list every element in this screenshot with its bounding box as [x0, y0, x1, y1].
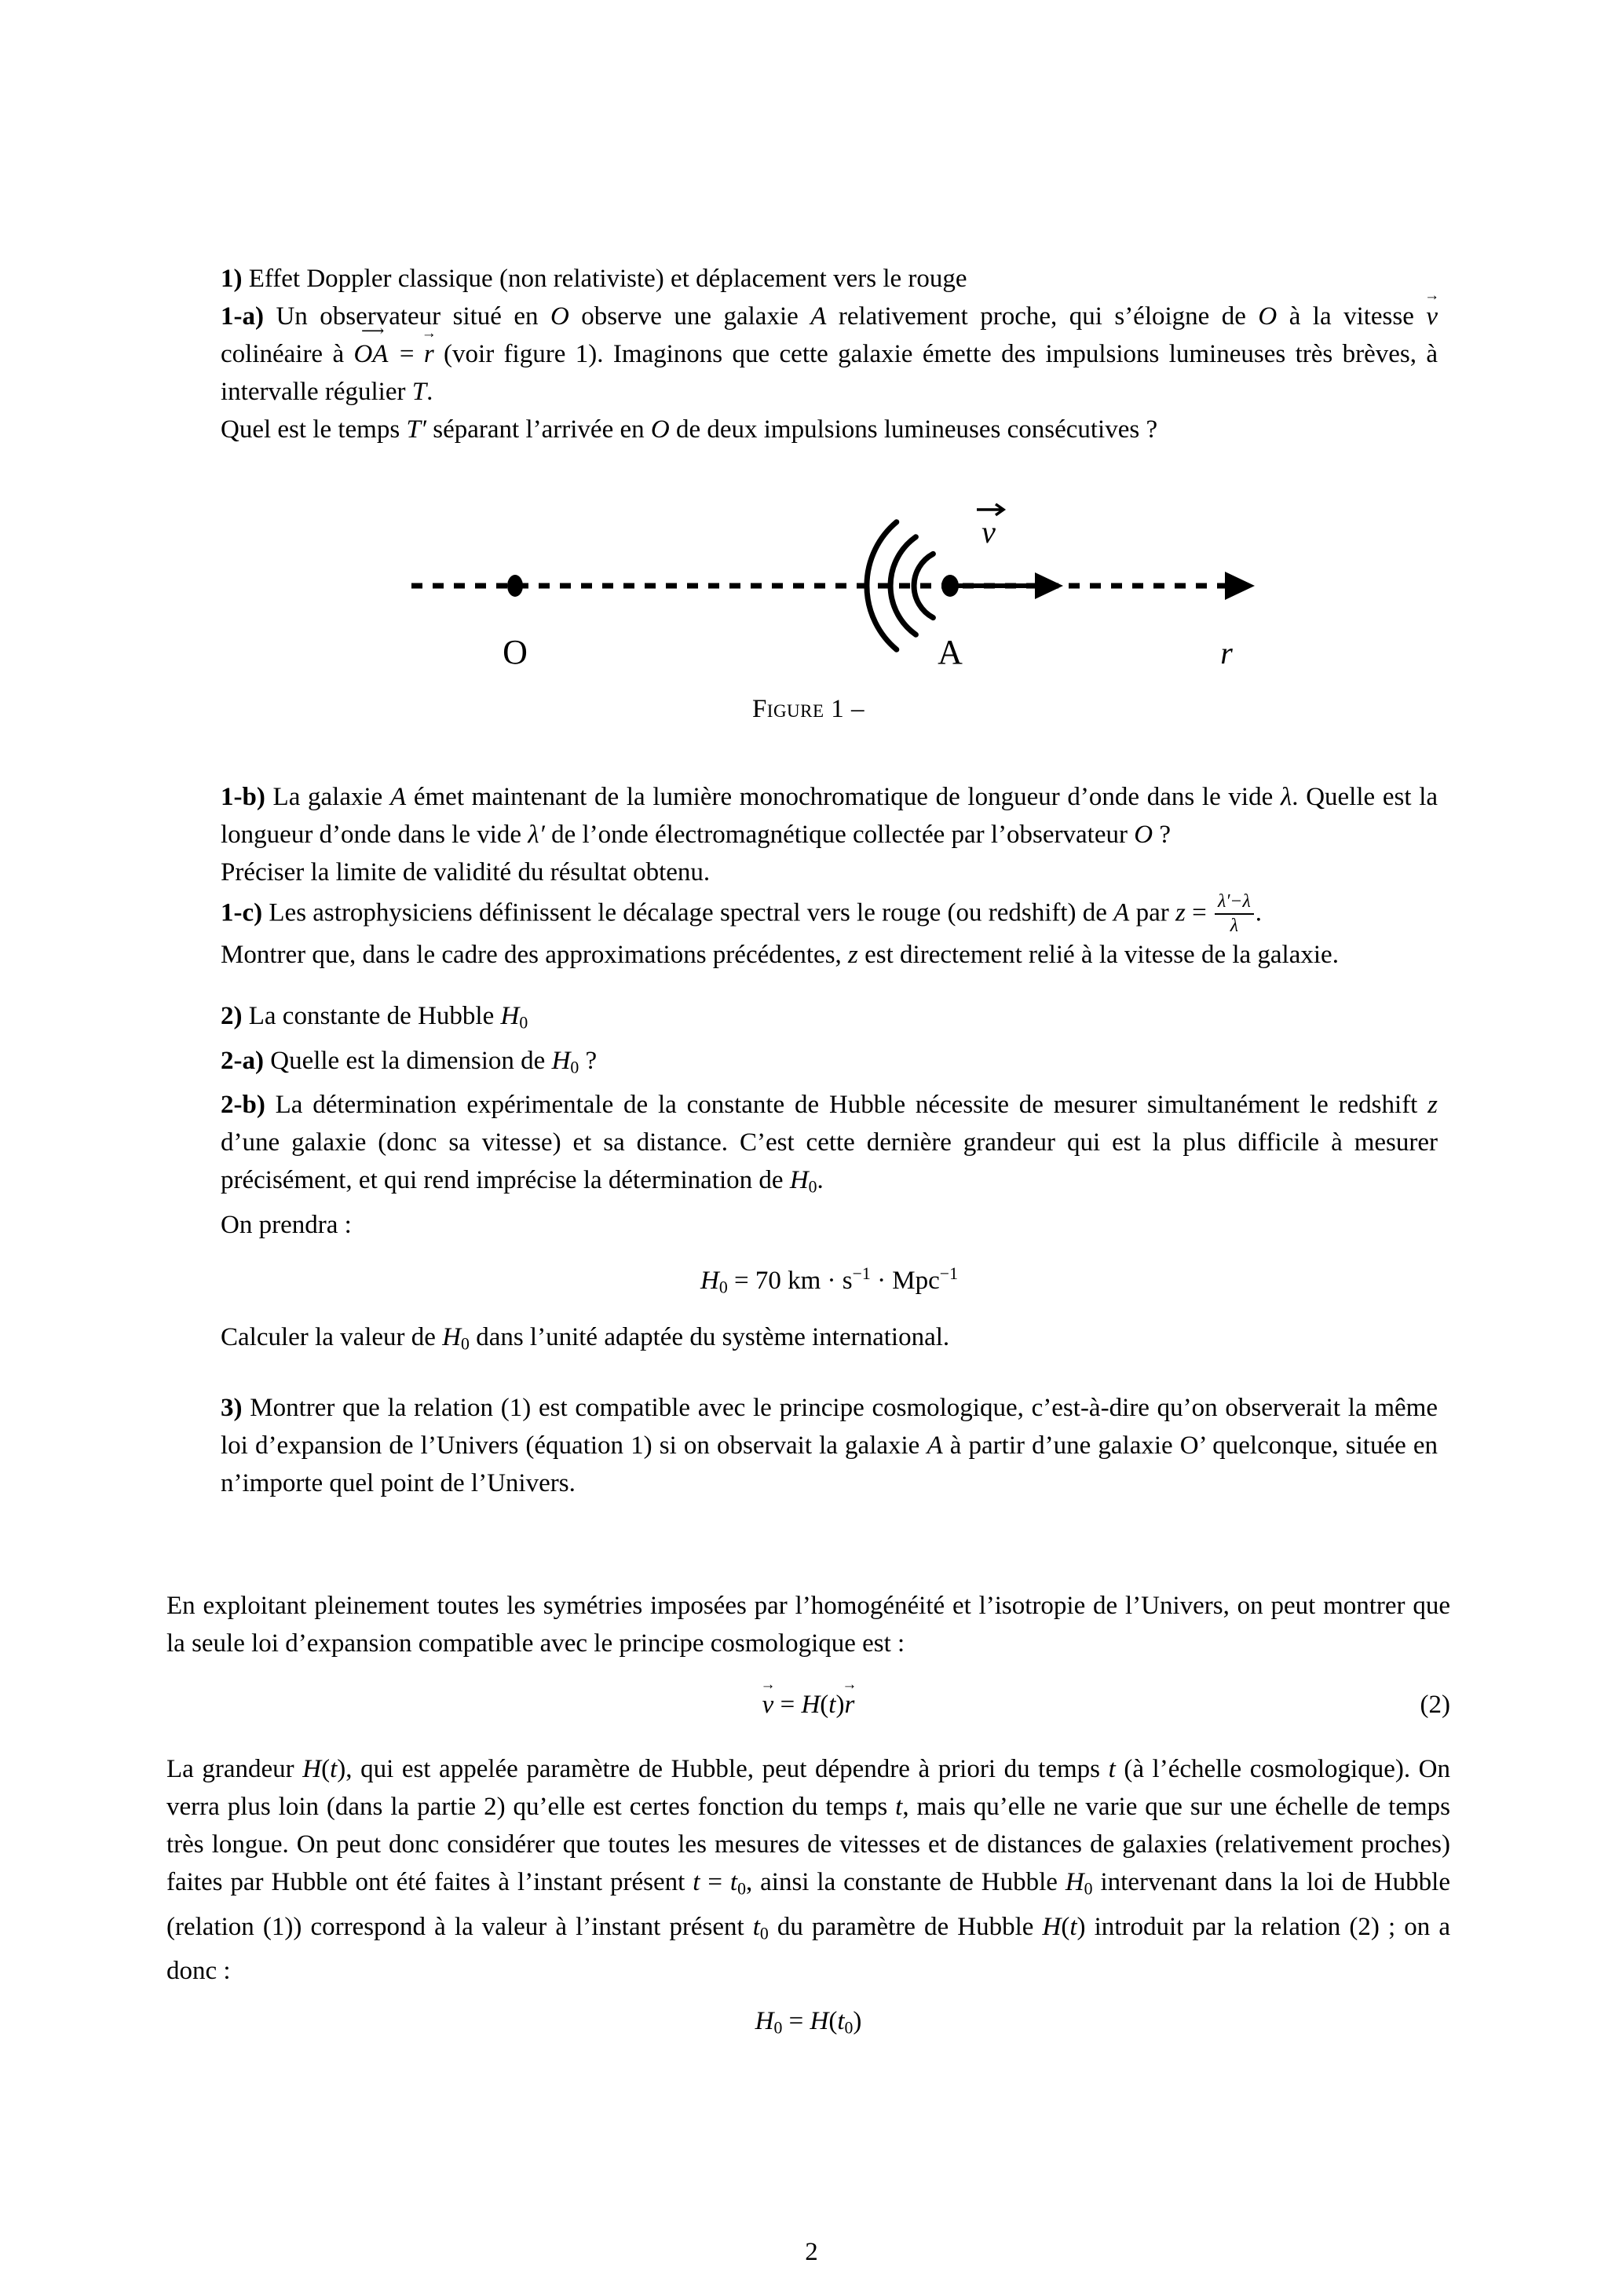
para-q2-calculer: Calculer la valeur de H0 dans l’unité adaptée du système international.	[221, 1322, 950, 1354]
equation-h0-definition	[166, 2002, 1450, 2046]
page-number: 2	[805, 2238, 818, 2266]
heading-q2: 2) La constante de Hubble H0	[221, 1002, 528, 1033]
equation-expansion-law-body: v → = H(t)r →	[762, 1691, 855, 1719]
para-q2a: 2-a) Quelle est la dimension de H0 ?	[221, 1046, 598, 1077]
equation-hubble-value	[221, 1255, 1438, 1306]
figure-1-diagram	[410, 495, 1274, 678]
heading-q1: 1) Effet Doppler classique (non relativiste) et déplacement vers le rouge	[221, 265, 967, 293]
equation-hubble-value-body: H0 = 70 km · $s^{-1} \cdot Mpc^{-1}$	[700, 1263, 958, 1296]
para-q3: 3) Montrer que la relation (1) est compatible avec le principe cosmologique, c’est-à-dire qu’on observerait la même loi d’expansion de l’Univers (équation 1) si on observait la galaxie A à partir d’une galaxie O’ quelconque, située en n’importe quel point de l’Univers.	[221, 1394, 1438, 1498]
galaxy-label: A	[938, 633, 963, 671]
axis-arrowhead-icon	[1225, 572, 1255, 600]
velocity-arrowhead-icon	[1035, 572, 1063, 599]
equation-expansion-law	[166, 1686, 1450, 1724]
figure-1	[166, 495, 1450, 728]
section-3-cosmological-principle	[221, 1389, 1438, 1502]
point-O-dot	[507, 575, 523, 597]
para-q1b: 1-b) La galaxie A émet maintenant de la lumière monochromatique de longueur d’onde dans le vide λ. Quelle est la longueur d’onde dans le vide λ′ de l’onde électromagnétique collectée par l’observateur O ?	[221, 783, 1438, 849]
section-2-hubble-constant	[221, 997, 1438, 1362]
equation-h0-definition-body: H0 = H(t0)	[755, 2007, 862, 2038]
figure-1-caption: Figure 1 –	[751, 695, 865, 723]
velocity-label: v	[981, 514, 996, 550]
para-q2b: 2-b) La détermination expérimentale de la constante de Hubble nécessite de mesurer simultanément le redshift z d’une galaxie (donc sa vitesse) et sa distance. C’est cette dernière grandeur qui est la plus difficile à mesurer précisément, et qui rend imprécise la détermination de H0.	[221, 1091, 1438, 1197]
velocity-label-arrow-icon	[977, 504, 1003, 515]
axis-label: r	[1220, 635, 1233, 671]
equation-number-tag: (2)	[1420, 1691, 1450, 1720]
para-q1a-question: Quel est le temps T′ séparant l’arrivée en O de deux impulsions lumineuses consécutives ?	[221, 415, 1158, 444]
section-1bc	[221, 778, 1438, 974]
origin-label: O	[503, 633, 528, 671]
page-content	[166, 260, 1450, 2047]
para-q1a: 1-a) Un observateur situé en O observe une galaxie A relativement proche, qui s’éloigne de O à la vitesse v → colinéaire à OA ⟶ = r → (voir figure 1). Imaginons que cette galaxie émette des impulsions lumineuses très brèves, à intervalle régulier T.	[221, 298, 1438, 411]
para-q2-prendra: On prendra :	[221, 1210, 352, 1239]
section-1-doppler	[221, 260, 1438, 448]
para-hubble-parameter: La grandeur H(t), qui est appelée paramètre de Hubble, peut dépendre à priori du temps t (à l’échelle cosmologique). On verra plus loin (dans la partie 2) qu’elle est certes fonction du temps t, mais qu’elle ne varie que sur une échelle de temps très longue. On peut donc considérer que toutes les mesures de vitesses et de distances de galaxies (relativement proches) faites par Hubble ont été faites à l’instant présent t = t0, ainsi la constante de Hubble H0 intervenant dans la loi de Hubble (relation (1)) correspond à la valeur à l’instant présent t0 du paramètre de Hubble H(t) introduit par la relation (2) ; on a donc :	[166, 1755, 1450, 1986]
para-exploitant: En exploitant pleinement toutes les symétries imposées par l’homogénéité et l’isotropie de l’Univers, on peut montrer que la seule loi d’expansion compatible avec le principe cosmologique est :	[166, 1592, 1450, 1658]
point-A-dot	[941, 575, 959, 597]
para-q1c: 1-c) Les astrophysiciens définissent le décalage spectral vers le rouge (ou redshift) de A par z = $\frac{\lambda'-\lambda}{\lambda}$ .	[221, 891, 1262, 936]
para-q1b-precision: Préciser la limite de validité du résultat obtenu.	[221, 858, 711, 887]
para-q1c-montrer: Montrer que, dans le cadre des approximations précédentes, z est directement relié à la vitesse de la galaxie.	[221, 941, 1339, 970]
